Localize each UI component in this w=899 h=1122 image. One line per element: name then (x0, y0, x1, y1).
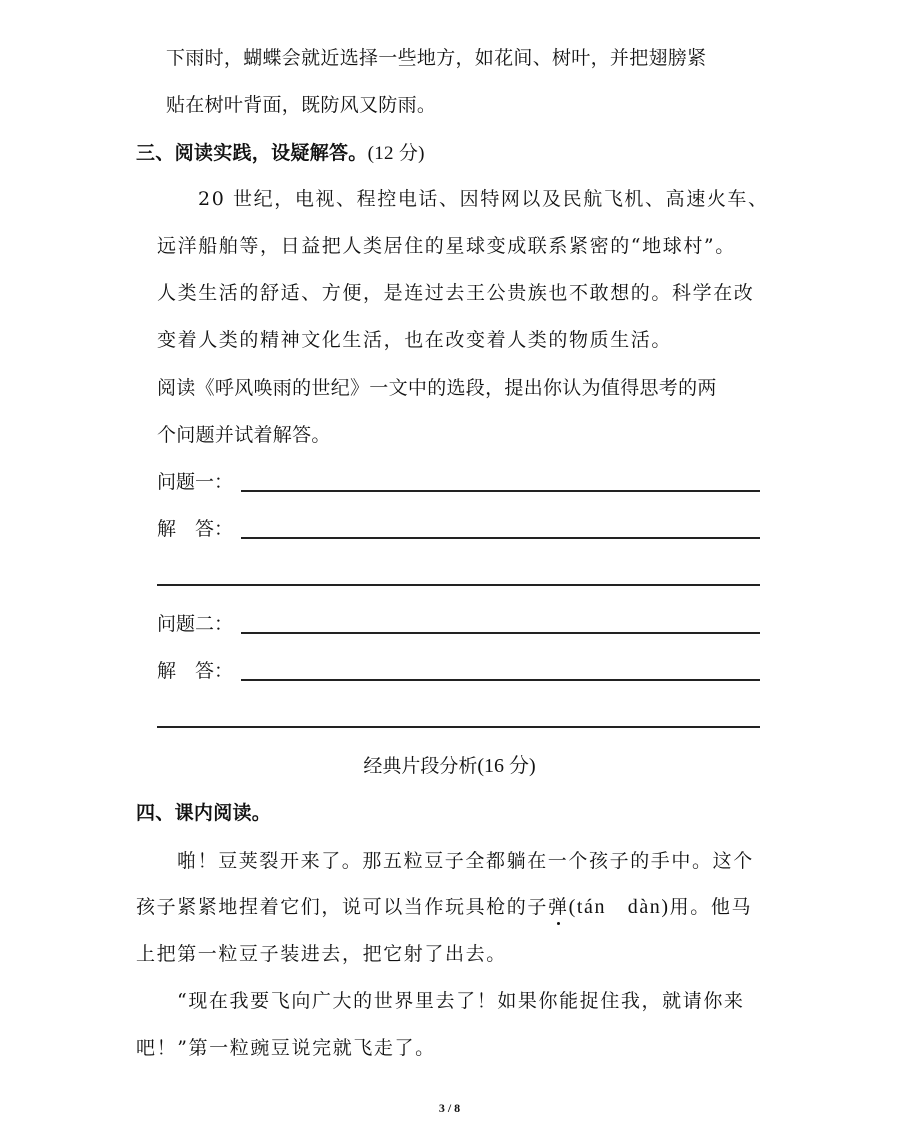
passage-line: “现在我要飞向广大的世界里去了！如果你能捉住我，就请你来 (177, 990, 745, 1012)
passage-line: 吧！”第一粒豌豆说完就飞走了。 (136, 1037, 436, 1059)
answer-2-label: 解 答： (157, 660, 234, 682)
section-3-score: (12 分) (367, 143, 425, 164)
section-divider-title (0, 754, 899, 778)
passage-line: 啪！豆荚裂开来了。那五粒豆子全都躺在一个孩子的手中。这个 (177, 850, 754, 872)
question-1-blank[interactable] (241, 490, 760, 492)
emphasized-character: 弹 (548, 896, 569, 918)
passage-text: 孩子紧紧地捏着它们，说可以当作玩具枪的子 (136, 896, 549, 918)
instruction-line: 个问题并试着解答。 (157, 424, 331, 446)
passage-text-line: 下雨时，蝴蝶会就近选择一些地方，如花间、树叶，并把翅膀紧 (166, 47, 707, 69)
excerpt-line: 20 世纪，电视、程控电话、因特网以及民航飞机、高速火车、 (198, 188, 769, 210)
section-3-title: 三、阅读实践，设疑解答。 (136, 142, 368, 164)
instruction-line: 阅读《呼风唤雨的世纪》一文中的选段，提出你认为值得思考的两 (157, 377, 717, 399)
question-2-row (157, 610, 760, 636)
answer-1-blank[interactable] (241, 537, 760, 539)
section-3-heading (136, 141, 425, 166)
excerpt-line: 远洋船舶等，日益把人类居住的星球变成联系紧密的“地球村”。 (157, 235, 736, 257)
divider-title-text: 经典片段分析 (363, 755, 478, 777)
divider-score: (16 分) (477, 755, 536, 777)
question-1-label: 问题一： (157, 471, 234, 493)
passage-text: 用。他马 (669, 896, 753, 918)
page-number: 3 / 8 (438, 1101, 461, 1115)
answer-1-continuation-blank[interactable] (157, 584, 760, 586)
question-1-row (157, 468, 760, 494)
passage-line: 上把第一粒豆子装进去，把它射了出去。 (136, 943, 507, 965)
section-4-heading: 四、课内阅读。 (136, 802, 272, 824)
answer-1-row (157, 515, 760, 541)
excerpt-line: 变着人类的精神文化生活，也在改变着人类的物质生活。 (157, 329, 673, 351)
pinyin-options: (tán dàn) (568, 896, 670, 918)
answer-2-row (157, 657, 760, 683)
answer-1-label: 解 答： (157, 518, 234, 540)
answer-2-blank[interactable] (241, 679, 760, 681)
excerpt-line: 人类生活的舒适、方便，是连过去王公贵族也不敢想的。科学在改 (157, 282, 755, 304)
answer-2-continuation-blank[interactable] (157, 726, 760, 728)
passage-text-line: 贴在树叶背面，既防风又防雨。 (166, 94, 437, 116)
passage-line (136, 895, 752, 919)
question-2-blank[interactable] (241, 632, 760, 634)
question-2-label: 问题二： (157, 613, 234, 635)
